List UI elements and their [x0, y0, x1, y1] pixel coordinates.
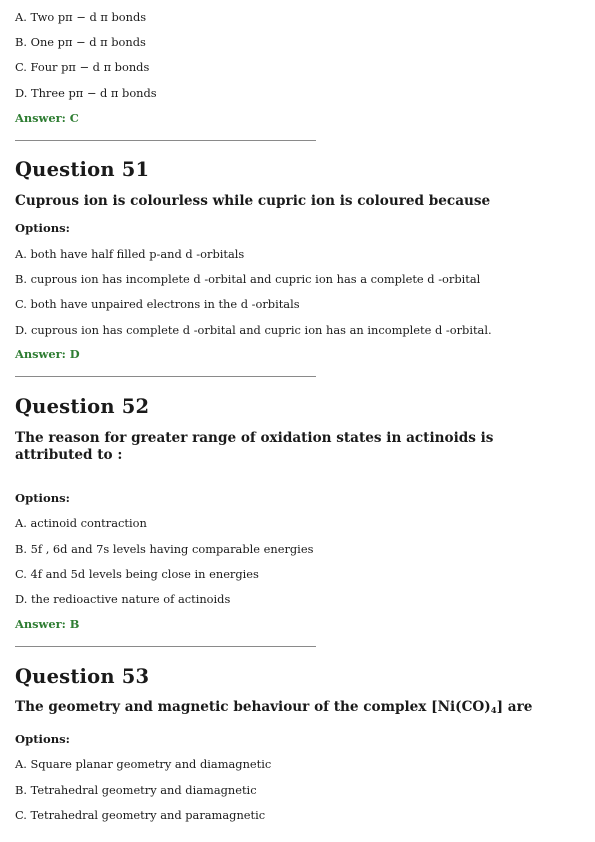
q53-question-text: The geometry and magnetic behaviour of the complex [Ni(CO)	[15, 699, 491, 715]
q50-option-a: A. Two pπ − d π bonds	[15, 10, 147, 24]
q51-option-a: A. both have half filled p-and d -orbitals	[15, 247, 245, 261]
q51-option-b: B. cuprous ion has incomplete d -orbital and cupric ion has a complete d -orbital	[15, 272, 481, 286]
q53-title: Question 53	[15, 665, 150, 688]
q51-options-label: Options:	[15, 221, 70, 235]
q52-question: The reason for greater range of oxidation states in actinoids is attributed to :	[15, 430, 494, 463]
q51-option-d: D. cuprous ion has complete d -orbital and cupric ion has an incomplete d -orbital.	[15, 323, 492, 337]
q53-question-subscript: 4	[490, 706, 497, 716]
q50-option-c: C. Four pπ − d π bonds	[15, 60, 150, 74]
q50-option-d: D. Three pπ − d π bonds	[15, 86, 157, 100]
q52-title: Question 52	[15, 395, 150, 418]
q52-option-c: C. 4f and 5d levels being close in energies	[15, 567, 259, 581]
q53-option-b: B. Tetrahedral geometry and diamagnetic	[15, 783, 257, 797]
divider	[15, 646, 316, 647]
divider	[15, 376, 316, 377]
q52-option-a: A. actinoid contraction	[15, 516, 147, 530]
q51-title: Question 51	[15, 158, 150, 181]
q51-answer: Answer: D	[15, 347, 80, 361]
q50-answer: Answer: C	[15, 111, 79, 125]
q53-question	[15, 699, 585, 720]
q52-answer: Answer: B	[15, 617, 80, 631]
q51-option-c: C. both have unpaired electrons in the d -orbitals	[15, 297, 300, 311]
q52-options-label: Options:	[15, 491, 70, 505]
q53-question-text-end: ] are	[496, 699, 533, 715]
q51-question: Cuprous ion is colourless while cupric ion is coloured because	[15, 193, 491, 209]
q53-option-c: C. Tetrahedral geometry and paramagnetic	[15, 808, 266, 822]
q53-options-label: Options:	[15, 732, 70, 746]
q50-option-b: B. One pπ − d π bonds	[15, 35, 146, 49]
divider	[15, 140, 316, 141]
q52-option-b: B. 5f , 6d and 7s levels having comparable energies	[15, 542, 314, 556]
q53-option-a: A. Square planar geometry and diamagnetic	[15, 757, 272, 771]
q52-option-d: D. the redioactive nature of actinoids	[15, 592, 231, 606]
